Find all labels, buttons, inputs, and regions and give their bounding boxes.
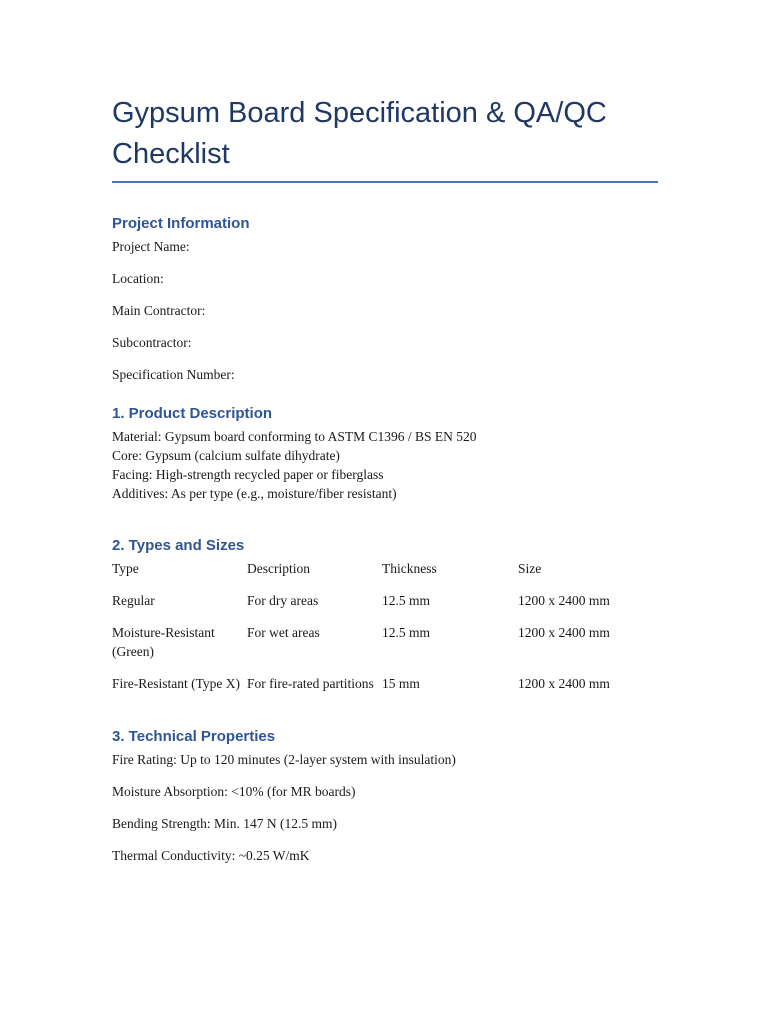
column-header-type: Type [112, 561, 139, 576]
table-cell-size: 1200 x 2400 mm [518, 593, 610, 608]
table-cell-size: 1200 x 2400 mm [518, 676, 610, 691]
table-cell-type: Regular [112, 593, 155, 608]
column-header-description: Description [247, 561, 310, 576]
section-heading-technical-properties: 3. Technical Properties [112, 728, 276, 745]
table-cell-type: Fire-Resistant (Type X) [112, 676, 241, 691]
table-cell-thickness: 12.5 mm [382, 625, 431, 640]
field-main-contractor: Main Contractor: [112, 303, 206, 318]
field-project-name: Project Name: [112, 239, 190, 254]
document-page [112, 93, 658, 865]
table-header-row [112, 559, 654, 591]
title-underline [112, 181, 658, 183]
section-heading-types-and-sizes: 2. Types and Sizes [112, 537, 245, 554]
tech-line-fire-rating: Fire Rating: Up to 120 minutes (2-layer system with insulation) [112, 752, 456, 767]
table-cell-description: For fire-rated partitions [247, 676, 374, 691]
product-line-facing: Facing: High-strength recycled paper or fiberglass [112, 467, 384, 482]
page-title: Gypsum Board Specification & QA/QC Checklist [112, 97, 607, 170]
technical-properties-section [112, 727, 658, 865]
product-line-core: Core: Gypsum (calcium sulfate dihydrate) [112, 448, 340, 463]
table-row [112, 591, 654, 623]
project-information-section [112, 214, 658, 384]
table-cell-type: Moisture-Resistant (Green) [112, 625, 215, 659]
tech-line-moisture-absorption: Moisture Absorption: <10% (for MR boards) [112, 784, 356, 799]
tech-line-thermal-conductivity: Thermal Conductivity: ~0.25 W/mK [112, 848, 310, 863]
field-location: Location: [112, 271, 164, 286]
column-header-size: Size [518, 561, 542, 576]
section-heading-project-information: Project Information [112, 215, 250, 232]
tech-line-bending-strength: Bending Strength: Min. 147 N (12.5 mm) [112, 816, 337, 831]
types-sizes-table [112, 559, 654, 706]
product-line-material: Material: Gypsum board conforming to ASTM C1396 / BS EN 520 [112, 429, 477, 444]
table-cell-thickness: 15 mm [382, 676, 420, 691]
table-cell-size: 1200 x 2400 mm [518, 625, 610, 640]
section-heading-product-description: 1. Product Description [112, 405, 273, 422]
table-cell-description: For wet areas [247, 625, 320, 640]
table-cell-description: For dry areas [247, 593, 319, 608]
field-subcontractor: Subcontractor: [112, 335, 192, 350]
field-specification-number: Specification Number: [112, 367, 235, 382]
product-description-section [112, 404, 658, 503]
table-cell-thickness: 12.5 mm [382, 593, 431, 608]
product-line-additives: Additives: As per type (e.g., moisture/fiber resistant) [112, 486, 397, 501]
table-row [112, 674, 654, 706]
column-header-thickness: Thickness [382, 561, 437, 576]
table-row [112, 623, 654, 674]
types-and-sizes-section [112, 536, 658, 706]
